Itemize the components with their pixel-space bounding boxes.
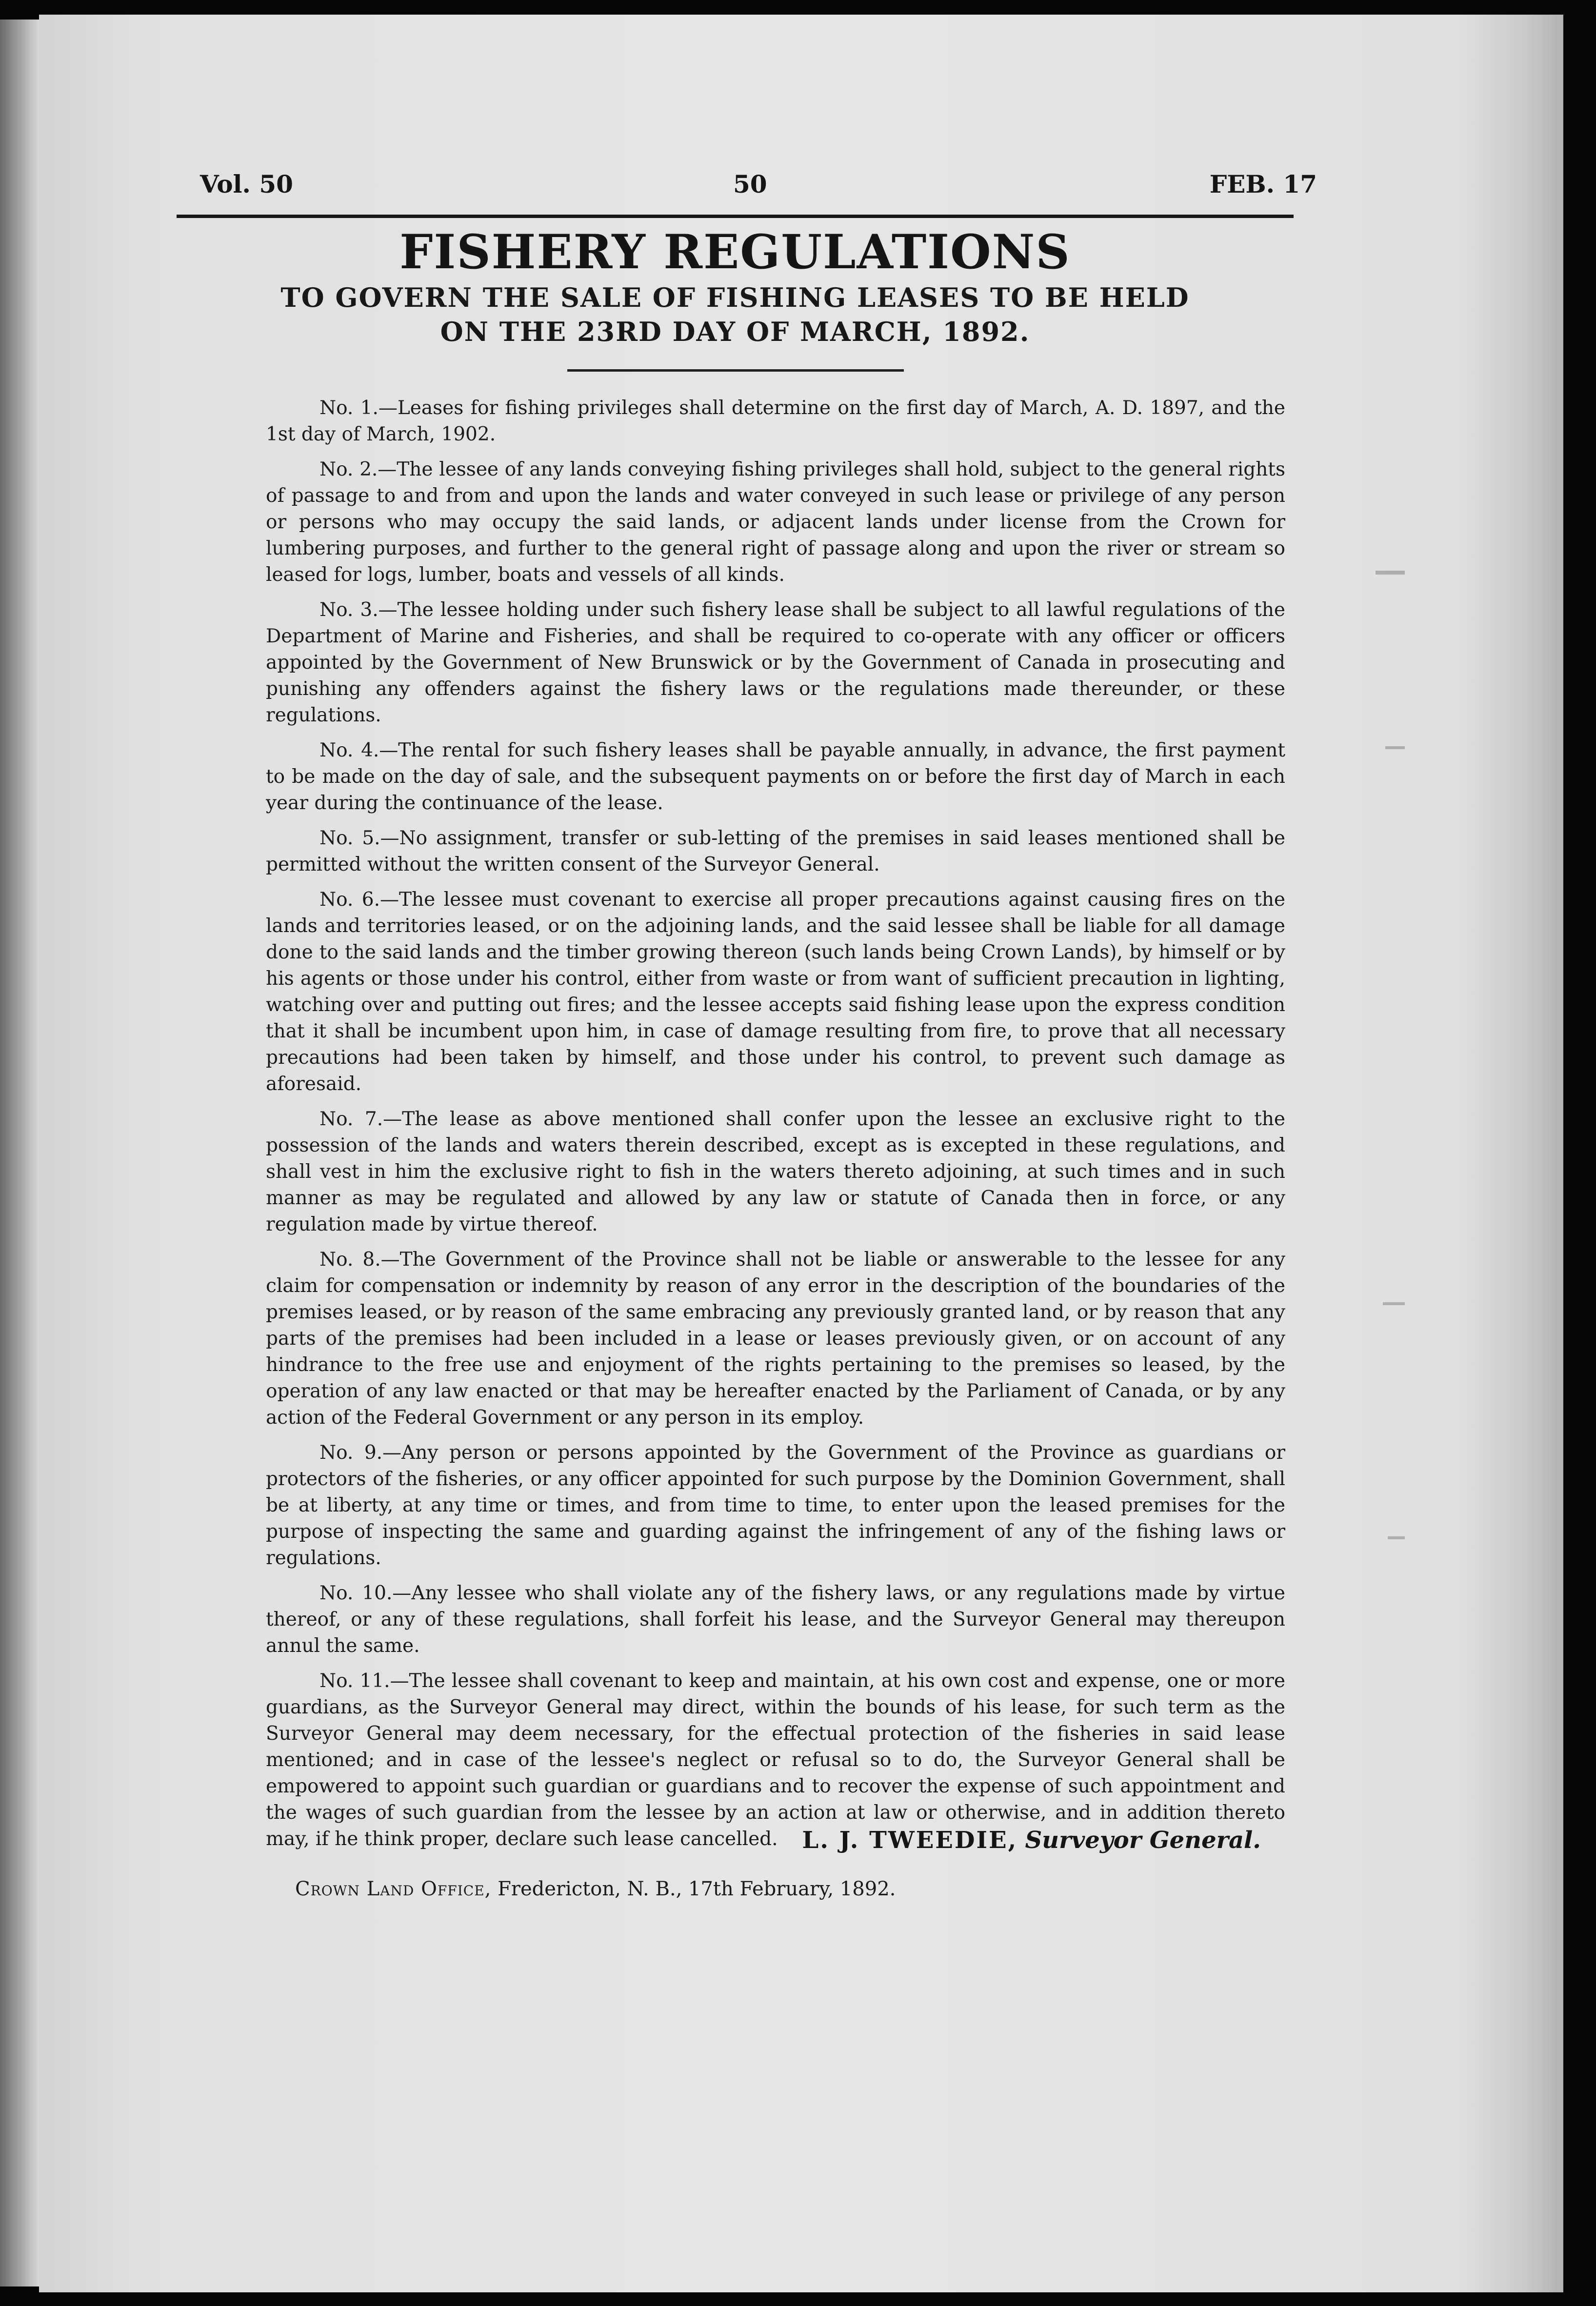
dateline-office: Crown Land Office, — [295, 1878, 492, 1900]
header-rule — [177, 215, 1294, 218]
signature — [266, 1827, 1261, 1854]
issue-date: FEB. 17 — [1209, 170, 1317, 199]
running-header — [200, 170, 1317, 209]
signatory-name: L. J. TWEEDIE, — [802, 1827, 1018, 1854]
regulations-body — [266, 395, 1285, 1861]
page-number: 50 — [733, 170, 767, 199]
subtitle-line-2: ON THE 23RD DAY OF MARCH, 1892. — [440, 316, 1030, 347]
adjacent-page-edge — [0, 20, 39, 2286]
bleed-mark — [1385, 746, 1405, 749]
clause-9: No. 9.—Any person or persons appointed by the Government of the Province as guardians or protectors of the fisheries, or any officer appointed for such purpose by the Dominion Government, shall be at liberty, at any time or times, and from time to time, to enter upon the leased premises for the purpose of inspecting the same and guarding against the infringement of any of the fishing laws or regulations. — [266, 1442, 1285, 1569]
bleed-mark — [1376, 571, 1405, 575]
signatory-title: Surveyor General. — [1025, 1827, 1261, 1854]
clause-2: No. 2.—The lessee of any lands conveying fishing privileges shall hold, subject to the general rights of passage to and from and upon the lands and water conveyed in such lease or privilege of any person or persons who may occupy the said lands, or adjacent lands under license from the Crown for lumbering purposes, and further to the general right of passage along and upon the river or stream so leased for logs, lumber, boats and vessels of all kinds. — [266, 458, 1285, 586]
clause-11: No. 11.—The lessee shall covenant to keep and maintain, at his own cost and expense, one or more guardians, as the Surveyor General may direct, within the bounds of his lease, for such term as the Surveyor General may deem necessary, for the effectual protection of the fisheries in said lease mentioned; and in case of the lessee's neglect or refusal so to do, the Surveyor General shall be empowered to appoint such guardian or guardians and to recover the expense of such appointment and the wages of such guardian from the lessee by an action at law or otherwise, and in addition thereto may, if he think proper, declare such lease cancelled. — [266, 1670, 1285, 1850]
clause-1: No. 1.—Leases for fishing privileges shall determine on the first day of March, A. D. 1897, and the 1st day of March, 1902. — [266, 397, 1285, 445]
bleed-mark — [1383, 1302, 1405, 1305]
clause-4: No. 4.—The rental for such fishery leases shall be payable annually, in advance, the first payment to be made on the day of sale, and the subsequent payments on or before the first day of March in each year during the continuance of the lease. — [266, 739, 1285, 814]
document-title: FISHERY REGULATIONS — [399, 224, 1071, 279]
subtitle-line-1: TO GOVERN THE SALE OF FISHING LEASES TO BE HELD — [280, 282, 1190, 313]
clause-8: No. 8.—The Government of the Province shall not be liable or answerable to the lessee for any claim for compensation or indemnity by reason of any error in the description of the boundaries of the premises leased, or by reason of the same embracing any previously granted land, or by reason that any parts of the premises had been included in a lease or leases previously given, or on account of any hindrance to the free use and enjoyment of the rights pertaining to the premises so leased, by the operation of any law enacted or that may be hereafter enacted by the Parliament of Canada, or by any action of the Federal Government or any person in its employ. — [266, 1249, 1285, 1429]
dateline-place-date: Fredericton, N. B., 17th February, 1892. — [498, 1878, 896, 1900]
show-through-shadow — [1466, 15, 1563, 2292]
clause-6: No. 6.—The lessee must covenant to exercise all proper precautions against causing fires on the lands and territories leased, or on the adjoining lands, and the said lessee shall be liable for all damage done to the said lands and the timber growing thereon (such lands being Crown Lands), by himself or by his agents or those under his control, either from waste or from want of sufficient precaution in lighting, watching over and putting out fires; and the lessee accepts said fishing lease upon the express condition that it shall be incumbent upon him, in case of damage resulting from fire, to prove that all necessary precautions had been taken by himself, and those under his control, to prevent such damage as aforesaid. — [266, 889, 1285, 1095]
clause-7: No. 7.—The lease as above mentioned shall confer upon the lessee an exclusive right to the possession of the lands and waters therein described, except as is excepted in these regulations, and shall vest in him the exclusive right to fish in the waters thereto adjoining, at such times and in such manner as may be regulated and allowed by any law or statute of Canada then in force, or any regulation made by virtue thereof. — [266, 1108, 1285, 1235]
clause-3: No. 3.—The lessee holding under such fishery lease shall be subject to all lawful regulations of the Department of Marine and Fisheries, and shall be required to co-operate with any officer or officers appointed by the Government of New Brunswick or by the Government of Canada in prosecuting and punishing any offenders against the fishery laws or the regulations made thereunder, or these regulations. — [266, 599, 1285, 726]
clause-10: No. 10.—Any lessee who shall violate any of the fishery laws, or any regulations made by virtue thereof, or any of these regulations, shall forfeit his lease, and the Surveyor General may thereupon annul the same. — [266, 1582, 1285, 1657]
dateline — [295, 1878, 896, 1900]
volume-label: Vol. 50 — [200, 170, 293, 199]
document-page — [39, 15, 1563, 2292]
title-rule — [567, 369, 904, 372]
clause-5: No. 5.—No assignment, transfer or sub-letting of the premises in said leases mentioned shall be permitted without the written consent of the Surveyor General. — [266, 827, 1285, 875]
bleed-mark — [1388, 1536, 1405, 1539]
